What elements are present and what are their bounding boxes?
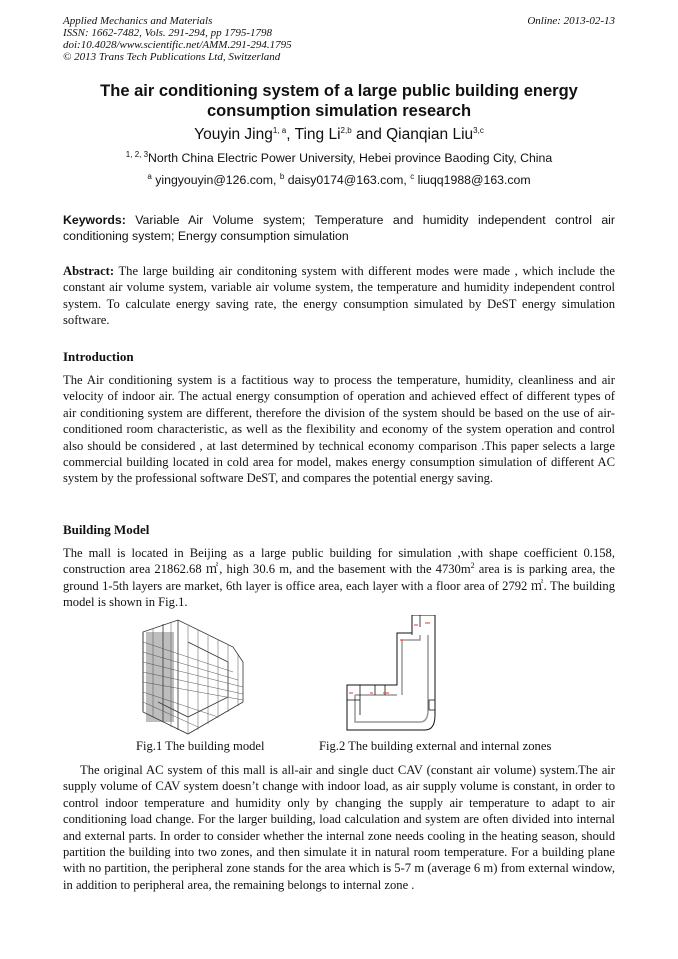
email-sup: a [147,171,152,181]
affiliation-text: North China Electric Power University, Hebei province Baoding City, China [148,151,553,165]
email-sup: b [279,171,285,181]
email[interactable]: liuqq1988@163.com [417,173,531,187]
journal-name: Applied Mechanics and Materials [63,15,213,27]
affiliation-sup: 1, 2, 3 [125,149,149,159]
keywords-text: Variable Air Volume system; Temperature and humidity independent control air conditioning system; Energy consumption simulation [63,213,615,243]
introduction-heading: Introduction [63,349,134,364]
email[interactable]: yingyouyin@126.com, [155,173,280,187]
paper-title: The air conditioning system of a large public building energy consumption simulation research [100,82,578,120]
sep: and [351,126,387,143]
authors [60,126,618,144]
building-model-figure [138,612,248,737]
journal-header [63,15,292,63]
author: Youyin Jing [194,126,273,143]
doi: doi:10.4028/www.scientific.net/AMM.291-294.1795 [63,39,292,51]
keywords-label: Keywords: [63,213,126,227]
introduction-text: The Air conditioning system is a factitious way to process the temperature, humidity, cleanliness and air velocity of indoor air. The actual energy consumption of operation and achieved effect of different types of air conditioning system are different, therefore the division of the system should be based on the use of air-conditioned room characteristic, as well as the flexibility and economy of the system operation and control also should be considered , at last determined by technical economy comparison .This paper selects a large commercial building located in cold area for model, makes energy consumption simulation of different AC system by the professional software DeST, and compares the potential energy saving. [63,373,615,486]
fig1-caption: Fig.1 The building model [136,739,265,753]
emails [60,173,618,187]
email-sup: c [410,171,415,181]
abstract-label: Abstract: [63,264,115,278]
author-sup: 3,c [473,125,484,135]
building-zones-figure [345,615,445,735]
building-model-heading: Building Model [63,522,150,537]
affiliation [60,151,618,165]
keywords [63,212,615,244]
copyright: © 2013 Trans Tech Publications Ltd, Switzerland [63,51,281,63]
fig2-caption: Fig.2 The building external and internal zones [319,739,552,753]
email[interactable]: daisy0174@163.com, [287,173,411,187]
model-text-b: area is is parking area, the ground 1-5th layers are market, 6th layer is office area, each layer with a floor area of 2792 ㎡. The building model is shown in Fig.1. [63,562,615,610]
abstract-text: The large building air conditoning system with different modes were made , which include the constant air volume system, variable air volume system, the temperature and humidity independent control system. To calculate energy saving rate, the energy consumption simulated by DeST energy simulation software. [63,264,615,328]
author-sup: 2,b [340,125,352,135]
body-paragraph: The original AC system of this mall is all-air and single duct CAV (constant air volume) system.The air supply volume of CAV system doesn’t change with indoor load, as air supply volume is constant, in order to control indoor temperature and humidity only by changing the supply air temperature to adapt to air conditioning load change. For the larger building, load calculation and system are often divided into internal and external parts. In order to consider whether the internal zone needs cooling in the heating season, should partition the building into two zones, and then simulate it in natural room temperature. For a building plane with no partition, the peripheral zone stands for the area which is 5-7 m (average 6 m) from external window, in addition to peripheral area, the remaining belongs to internal zone . [63,763,615,892]
author: Qianqian Liu [386,126,474,143]
author-sup: 1, a [272,125,287,135]
model-sup: 2 [470,561,475,571]
sep: , [286,126,295,143]
online-date: Online: 2013-02-13 [527,15,615,27]
model-text-a: The mall is located in Beijing as a large public building for simulation ,with shape coefficient 0.158, construction area 21862.68 ㎡, high 30.6 m, and the basement with the 4730m [63,546,615,577]
author: Ting Li [294,126,341,143]
building-model-text [63,545,615,611]
issn: ISSN: 1662-7482, Vols. 291-294, pp 1795-1798 [63,27,272,39]
abstract [63,263,615,329]
